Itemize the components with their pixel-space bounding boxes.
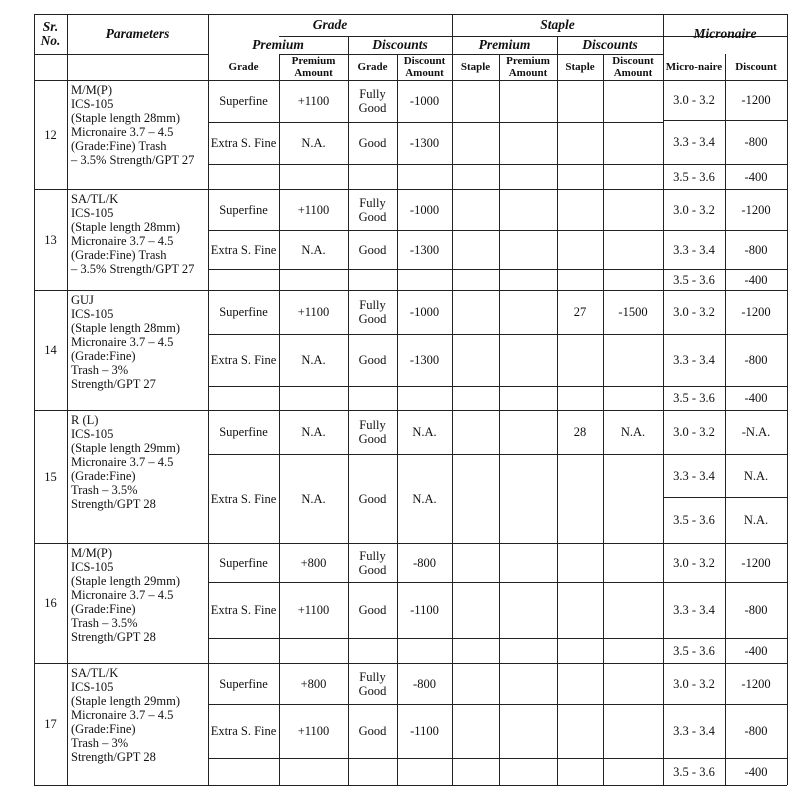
- sub-row-line: [208, 164, 663, 165]
- row-parameters: SA/TL/K ICS-105 (Staple length 28mm) Micronaire 3.7 – 4.5 (Grade:Fine) Trash – 3.5% Strength/GPT 27: [71, 192, 195, 276]
- discount-grade-cell: Fully Good: [358, 669, 387, 698]
- micronaire-discount-cell: -800: [744, 135, 768, 149]
- micronaire-discount-cell: -1200: [741, 555, 771, 570]
- premium-grade-cell: Superfine: [219, 94, 268, 108]
- micronaire-discount-cell: -1200: [741, 305, 771, 319]
- discount-grade-cell: Good: [358, 603, 387, 617]
- grade-header: Grade: [312, 17, 348, 32]
- subheader-staple-discount: Staple: [565, 61, 595, 73]
- subheader-staple-discount-amount: Discount Amount: [612, 55, 654, 79]
- micronaire-range-cell: 3.0 - 3.2: [673, 425, 715, 439]
- staple-discount-cell: 27: [573, 305, 587, 319]
- micronaire-discount-cell: -400: [744, 169, 768, 184]
- micronaire-discount-cell: -800: [744, 242, 768, 257]
- discount-amount-cell: -1000: [409, 305, 440, 319]
- row-parameters: M/M(P) ICS-105 (Staple length 28mm) Micronaire 3.7 – 4.5 (Grade:Fine) Trash – 3.5% Strength/GPT 27: [71, 83, 195, 167]
- premium-amount-cell: N.A.: [301, 425, 326, 439]
- premium-amount-cell: N.A.: [301, 242, 326, 257]
- micronaire-discount-cell: -N.A.: [741, 425, 771, 439]
- subheader-micronaire: Micro-naire: [665, 61, 723, 73]
- subheader-discount-grade: Grade: [357, 61, 388, 73]
- premium-grade-cell: Extra S. Fine: [210, 353, 277, 367]
- premium-grade-cell: Superfine: [219, 676, 268, 691]
- micronaire-discount-cell: -1200: [741, 202, 771, 217]
- sub-row-line: [208, 386, 663, 387]
- subheader-micronaire-discount: Discount: [735, 61, 777, 73]
- premium-amount-cell: +800: [300, 676, 327, 691]
- premium-grade-cell: Superfine: [219, 305, 268, 319]
- micronaire-range-cell: 3.0 - 3.2: [673, 676, 715, 691]
- row-serial-number: 14: [44, 343, 57, 357]
- discount-amount-cell: -1300: [409, 136, 440, 150]
- premium-amount-cell: +1100: [297, 724, 330, 738]
- discount-grade-cell: Fully Good: [358, 87, 387, 115]
- micronaire-range-cell: 3.5 - 3.6: [673, 272, 715, 287]
- discount-grade-cell: Fully Good: [358, 548, 387, 577]
- header-line: [34, 54, 208, 55]
- micronaire-range-cell: 3.5 - 3.6: [673, 391, 715, 405]
- micronaire-discount-cell: -400: [744, 764, 768, 779]
- subheader-staple-premium-amount: Premium Amount: [506, 55, 550, 79]
- micronaire-header: Micronaire: [693, 26, 757, 41]
- subheader-premium-amount: Premium Amount: [291, 55, 336, 79]
- discount-amount-cell: -1000: [409, 202, 440, 217]
- premium-grade-cell: Superfine: [219, 555, 268, 570]
- discount-amount-cell: -1000: [409, 94, 440, 108]
- micronaire-discount-cell: -800: [744, 353, 768, 367]
- premium-grade-cell: Superfine: [219, 202, 268, 217]
- premium-amount-cell: +1100: [297, 94, 330, 108]
- sr-no-header: Sr. No.: [40, 19, 61, 48]
- premium-grade-cell: Extra S. Fine: [210, 491, 277, 506]
- discount-grade-cell: Good: [358, 724, 387, 738]
- column-line: [787, 14, 788, 785]
- discount-grade-cell: Good: [358, 242, 387, 257]
- discount-amount-cell: -800: [413, 676, 436, 691]
- micronaire-range-cell: 3.5 - 3.6: [673, 513, 715, 527]
- column-line: [452, 14, 453, 785]
- micronaire-range-cell: 3.5 - 3.6: [673, 764, 715, 779]
- micronaire-range-cell: 3.3 - 3.4: [673, 353, 715, 367]
- sub-row-line: [208, 269, 663, 270]
- staple-discount-cell: 28: [573, 425, 587, 439]
- discount-grade-cell: Fully Good: [358, 418, 387, 446]
- premium-amount-cell: +1100: [297, 202, 330, 217]
- row-parameters: SA/TL/K ICS-105 (Staple length 29mm) Micronaire 3.7 – 4.5 (Grade:Fine) Trash – 3% Strength/GPT 28: [71, 666, 181, 764]
- discount-amount-cell: -1100: [410, 603, 439, 617]
- staple-discount-amount-cell: -1500: [618, 305, 648, 319]
- row-parameters: M/M(P) ICS-105 (Staple length 29mm) Micronaire 3.7 – 4.5 (Grade:Fine) Trash – 3.5% Strength/GPT 28: [71, 546, 181, 644]
- micronaire-range-cell: 3.0 - 3.2: [673, 305, 715, 319]
- micronaire-range-cell: 3.5 - 3.6: [673, 169, 715, 184]
- discount-amount-cell: -1300: [409, 353, 440, 367]
- parameters-header: Parameters: [105, 26, 170, 41]
- row-parameters: GUJ ICS-105 (Staple length 28mm) Micronaire 3.7 – 4.5 (Grade:Fine) Trash – 3% Strength/GPT 27: [71, 293, 181, 391]
- micronaire-discount-cell: -1200: [741, 93, 771, 107]
- premium-grade-cell: Extra S. Fine: [210, 603, 277, 617]
- discount-amount-cell: N.A.: [412, 425, 437, 439]
- grade-premium-header: Premium: [252, 37, 304, 52]
- sub-row-line: [208, 758, 663, 759]
- subheader-discount-amount: Discount Amount: [403, 55, 446, 79]
- premium-amount-cell: +1100: [297, 305, 330, 319]
- micronaire-range-cell: 3.3 - 3.4: [673, 242, 715, 257]
- premium-amount-cell: N.A.: [301, 353, 326, 367]
- discount-amount-cell: -800: [413, 555, 436, 570]
- micronaire-range-cell: 3.3 - 3.4: [673, 135, 715, 149]
- micronaire-range-cell: 3.0 - 3.2: [673, 202, 715, 217]
- staple-discount-amount-cell: N.A.: [620, 425, 646, 439]
- micronaire-discount-cell: -400: [744, 272, 768, 287]
- micronaire-range-cell: 3.5 - 3.6: [673, 643, 715, 658]
- premium-grade-cell: Extra S. Fine: [210, 242, 277, 257]
- micronaire-discount-cell: N.A.: [743, 513, 769, 527]
- premium-amount-cell: +800: [300, 555, 327, 570]
- micronaire-range-cell: 3.3 - 3.4: [673, 468, 715, 483]
- premium-grade-cell: Extra S. Fine: [210, 136, 277, 150]
- staple-header: Staple: [540, 17, 575, 32]
- premium-grade-cell: Superfine: [219, 425, 268, 439]
- row-parameters: R (L) ICS-105 (Staple length 29mm) Micronaire 3.7 – 4.5 (Grade:Fine) Trash – 3.5% Strength/GPT 28: [71, 413, 181, 511]
- discount-grade-cell: Good: [358, 491, 387, 506]
- discount-grade-cell: Fully Good: [358, 298, 387, 326]
- subheader-staple: Staple: [460, 61, 491, 73]
- micronaire-range-cell: 3.0 - 3.2: [673, 555, 715, 570]
- discount-grade-cell: Good: [358, 136, 387, 150]
- micronaire-range-cell: 3.3 - 3.4: [673, 603, 715, 617]
- micronaire-range-cell: 3.0 - 3.2: [673, 93, 715, 107]
- micronaire-discount-cell: N.A.: [743, 468, 769, 483]
- discount-grade-cell: Good: [358, 353, 387, 367]
- sub-row-line: [208, 638, 663, 639]
- row-border: [34, 785, 787, 786]
- discount-grade-cell: Fully Good: [358, 195, 387, 224]
- discount-amount-cell: N.A.: [412, 491, 437, 506]
- micronaire-discount-cell: -400: [744, 643, 768, 658]
- row-serial-number: 12: [44, 127, 57, 142]
- micronaire-discount-cell: -1200: [741, 676, 771, 691]
- subheader-grade: Grade: [228, 61, 259, 73]
- premium-amount-cell: N.A.: [301, 136, 326, 150]
- discount-amount-cell: -1100: [410, 724, 439, 738]
- row-serial-number: 15: [44, 469, 57, 484]
- row-serial-number: 17: [44, 717, 57, 731]
- grade-discounts-header: Discounts: [372, 37, 428, 52]
- premium-amount-cell: N.A.: [301, 491, 326, 506]
- row-serial-number: 13: [44, 232, 57, 247]
- micronaire-range-cell: 3.3 - 3.4: [673, 724, 715, 738]
- staple-discounts-header: Discounts: [582, 37, 638, 52]
- discount-amount-cell: -1300: [409, 242, 440, 257]
- premium-grade-cell: Extra S. Fine: [210, 724, 277, 738]
- staple-premium-header: Premium: [478, 37, 531, 52]
- row-serial-number: 16: [44, 596, 57, 610]
- premium-amount-cell: +1100: [297, 603, 330, 617]
- micronaire-discount-cell: -800: [744, 603, 768, 617]
- micronaire-discount-cell: -800: [744, 724, 768, 738]
- column-line: [67, 14, 68, 785]
- micronaire-discount-cell: -400: [744, 391, 768, 405]
